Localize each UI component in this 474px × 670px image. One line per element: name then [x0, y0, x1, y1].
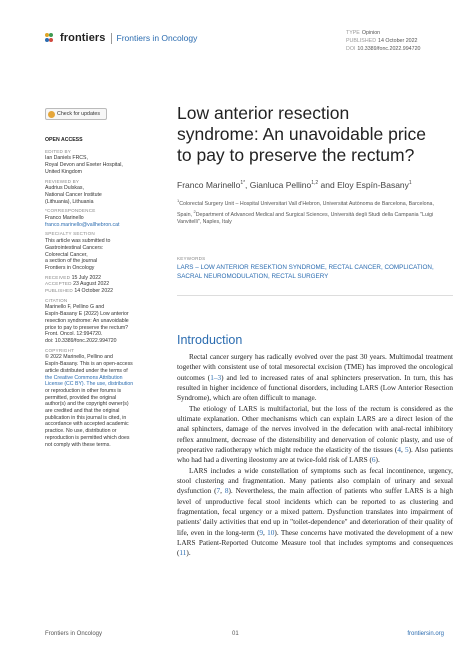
author-affil-sup: 1 [408, 180, 412, 187]
specialty-head: SPECIALTY SECTION [45, 231, 95, 237]
reference-link[interactable]: 6 [371, 456, 376, 465]
paragraph-text: , [220, 487, 225, 496]
affiliations [177, 197, 447, 226]
paragraph-text: LARS includes a wide constellation of symptoms such as fecal incontinence, urgency, stool clustering and fragmentation. Many patients also complain of urinary and sexual dysfunction ( [177, 466, 453, 496]
citation-block [45, 304, 145, 344]
copyright-line: permitted, provided the original [45, 394, 117, 401]
affiliation-sup: 2 [193, 208, 196, 214]
correspondence-line[interactable]: franco.marinello@vallhebron.cat [45, 221, 120, 228]
paragraph-text: ). These concerns have motivated the development of a new LARS Patient-Reported Outcome Measure tool that includes symptoms and consequences ( [177, 528, 453, 558]
reference-link[interactable]: 10 [267, 528, 275, 537]
date-value: 23 August 2022 [73, 281, 110, 288]
copyright-block [45, 354, 145, 448]
date-row [45, 281, 145, 288]
paragraph-text: ). Nevertheless, the main affection of patients who suffer LARS is a high level of unproductive fecal stool incidents which can be reported to as clustering and fragmentation, fecal urgency or a mixed pattern. Dysfunction translates into impairment of patients' daily activities that end up in "toilet-dependence" and deterioration of their quality of life, even in the long-term ( [177, 487, 454, 537]
copyright-line: or reproduction in other forums is [45, 387, 122, 394]
paragraph-text: ). [375, 456, 380, 465]
check-for-updates-button[interactable] [45, 108, 107, 120]
copyright-line: practice. No use, distribution or [45, 428, 117, 435]
date-row [45, 275, 145, 282]
author-name[interactable]: Gianluca Pellino [249, 180, 312, 190]
section-heading: Introduction [177, 333, 243, 347]
date-label: ACCEPTED [45, 281, 74, 287]
type-label: TYPE [346, 30, 360, 36]
divider [177, 295, 453, 296]
body-paragraph [177, 466, 453, 559]
citation-line: Marinello F, Pellino G and [45, 304, 105, 311]
body-paragraph [177, 352, 453, 404]
paragraph-text: , [263, 528, 268, 537]
reviewed-by-head: REVIEWED BY [45, 178, 80, 184]
affiliation-text: Colorectal Surgery Unit – Hospital Universitari Vall d'Hebron, Universitat Autònoma de Barcelona, Barcelona, Spain, [177, 200, 434, 218]
frontiers-logo-icon [45, 33, 57, 43]
correspondence-line: Franco Marinello [45, 215, 84, 222]
copyright-line: publication in this journal is cited, in [45, 414, 127, 421]
copyright-line: accordance with accepted academic [45, 421, 129, 428]
page-number: 01 [232, 631, 239, 637]
date-label: PUBLISHED [45, 288, 75, 294]
reference-link[interactable]: 11 [179, 549, 187, 558]
citation-line: Espín-Basany E (2022) Low anterior [45, 311, 129, 318]
article-body [177, 352, 453, 559]
copyright-line: article distributed under the terms of [45, 367, 128, 374]
edited-by-block [45, 155, 145, 175]
copyright-line: Espín-Basany. This is an open-access [45, 361, 133, 368]
editor-line: Ian Daniels FRCS, [45, 155, 88, 162]
copyright-line[interactable]: License (CC BY). The use, distribution [45, 381, 134, 388]
correspondence-block [45, 215, 145, 228]
paragraph-text: ). Also patients who had had a diverting ileostomy are at twice-fold risk of LARS ( [177, 445, 453, 465]
author-list: Franco Marinello$^{1*}$, Gianluca Pellino$^{1,2}$ and Eloy Espín-Basany$^1$ [177, 180, 412, 190]
reference-link[interactable]: 8 [224, 487, 229, 496]
editor-line: Royal Devon and Exeter Hospital, [45, 162, 123, 169]
type-value: Opinion [361, 30, 381, 36]
reference-link[interactable]: 4 [397, 445, 401, 454]
reference-link[interactable]: 7 [216, 487, 221, 496]
reviewer-line: National Cancer Institute [45, 191, 102, 198]
sidebar [45, 137, 145, 448]
author-name[interactable]: Eloy Espín-Basany [337, 180, 409, 190]
brand-name[interactable]: frontiers [60, 32, 106, 44]
copyright-line: are credited and that the original [45, 408, 120, 415]
updates-icon [48, 111, 55, 118]
copyright-line: author(s) and the copyright owner(s) [45, 401, 129, 408]
reviewed-by-block [45, 185, 145, 205]
header-divider [111, 33, 112, 44]
author-name[interactable]: Franco Marinello [177, 180, 241, 190]
published-value: 14 October 2022 [378, 38, 418, 44]
author-affil-sup: 1,2 [311, 180, 319, 187]
journal-name[interactable]: Frontiers in Oncology [116, 33, 198, 43]
copyright-head: COPYRIGHT [45, 347, 75, 353]
citation-line: Front. Oncol. 12:994720. [45, 331, 103, 338]
reference-link[interactable]: 1–3 [210, 373, 222, 382]
title-line: syndrome: An unavoidable price [177, 124, 427, 144]
body-paragraph [177, 404, 453, 466]
article-title [177, 103, 447, 166]
specialty-line: Colorectal Cancer, [45, 251, 88, 258]
doi-value[interactable]: 10.3389/fonc.2022.994720 [357, 46, 421, 52]
date-value: 15 July 2022 [71, 274, 101, 281]
title-line: Low anterior resection [177, 103, 350, 123]
footer-site-link[interactable]: frontiersin.org [407, 631, 444, 637]
citation-line: price to pay to preserve the rectum? [45, 324, 129, 331]
citation-line: resection syndrome: An unavoidable [45, 317, 129, 324]
specialty-block [45, 238, 145, 272]
date-row [45, 288, 145, 295]
paragraph-text: ). [186, 549, 191, 558]
copyright-line: © 2022 Marinello, Pellino and [45, 354, 113, 361]
editor-line: United Kingdom [45, 168, 82, 175]
keywords-head: KEYWORDS [177, 256, 206, 261]
footer-journal: Frontiers in Oncology [45, 631, 103, 637]
reference-link[interactable]: 5 [404, 445, 409, 454]
copyright-line[interactable]: the Creative Commons Attribution [45, 374, 123, 381]
paragraph-text: ) and led to increased rates of anal sphincters preservation. In turn, this has resulted in higher incidence of functional disorders, including LARS (Low Anterior Resection Syndrome), which are often difficult to manage. [177, 373, 454, 403]
citation-head: CITATION [45, 297, 68, 303]
published-label: PUBLISHED [346, 38, 377, 44]
author-affil-sup: 1* [240, 180, 246, 187]
date-value: 14 October 2022 [74, 288, 113, 295]
dates-block [45, 275, 145, 295]
title-line: to pay to preserve the rectum? [177, 145, 415, 165]
keywords[interactable]: LARS – LOW ANTERIOR RESEKTION SYNDROME, RECTAL CANCER, COMPLICATION, SACRAL NEUROMODULATION, RECTAL SURGERY [177, 264, 434, 280]
specialty-line: Gastrointestinal Cancers: [45, 244, 104, 251]
doi-label: DOI [346, 46, 356, 52]
reference-link[interactable]: 9 [259, 528, 263, 537]
reviewer-line: (Lithuania), Lithuania [45, 198, 94, 205]
date-label: RECEIVED [45, 274, 72, 280]
paragraph-text: The etiology of LARS is multifactorial, but the loss of the rectum is considered as the ultimate explanation. Other mechanisms which can explain LARS are a direct lesion of the anal sphincters, damage of the nerves involved in the defecation with anal-rectal inhibitory reflex annulment, decrease of the distensibility and denervation of colonic plasty, and use of preoperative radiotherapy which might reduce the elasticity of the tissues ( [177, 404, 453, 454]
specialty-line: This article was submitted to [45, 238, 111, 245]
affiliation-sup: 1 [177, 198, 180, 203]
reviewer-line: Audrius Dulskas, [45, 185, 84, 192]
correspondence-head: *CORRESPONDENCE [45, 208, 96, 214]
affiliation-text: Department of Advanced Medical and Surgical Sciences, Università degli Studi della Campania "Luigi Vanvitelli", Naples, Italy [177, 211, 434, 225]
updates-label: Check for updates [57, 111, 100, 117]
copyright-line: not comply with these terms. [45, 441, 111, 448]
specialty-line: a section of the journal [45, 258, 98, 265]
paragraph-text: Rectal cancer surgery has radically evolved over the past 30 years. Multimodal treatment together with consistent use of total mesorectal excision (TME) has improved the oncological outcomes ( [177, 353, 453, 382]
edited-by-head: EDITED BY [45, 148, 72, 154]
copyright-line: reproduction is permitted which does [45, 434, 130, 441]
open-access-label: OPEN ACCESS [45, 137, 83, 143]
journal-header [45, 32, 197, 44]
article-meta [346, 29, 420, 53]
citation-line: doi: 10.3389/fonc.2022.994720 [45, 337, 117, 344]
specialty-line: Frontiers in Oncology [45, 264, 95, 271]
paragraph-text: , [400, 445, 405, 454]
